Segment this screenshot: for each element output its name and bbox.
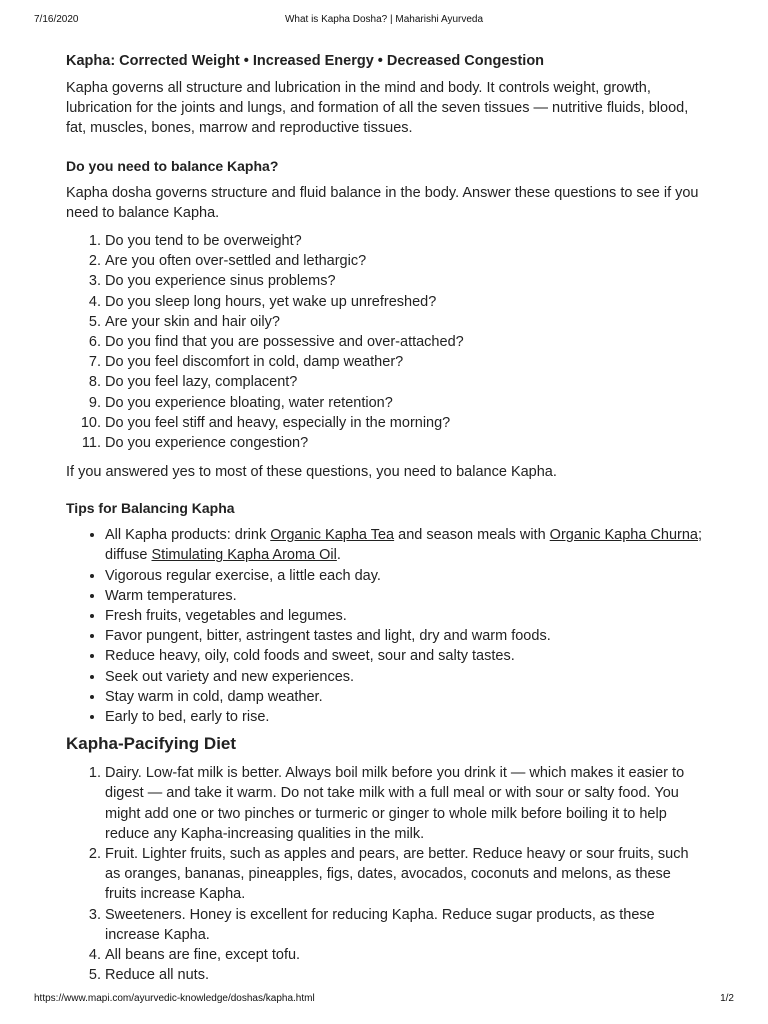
tip-text: ; diffuse [105,527,703,564]
question-item: 9. Do you experience bloating, water retention? [105,393,706,413]
diet-item: 2. Fruit. Lighter fruits, such as apples and pears, are better. Reduce heavy or sour fruits, such as oranges, bananas, pineapples, figs, dates, avocados, coconuts and melons, as these fruits increase Kapha. [105,844,706,905]
intro-paragraph: Kapha governs all structure and lubrication in the mind and body. It controls weight, growth, lubrication for the joints and lungs, and formation of all the seven tissues — nutritive fluids, blood, fat, muscles, bones, marrow and reproductive tissues. [66,80,689,136]
intro-heading: Kapha: Corrected Weight • Increased Energy • Decreased Congestion [66,53,545,69]
questions-list [66,231,706,453]
question-item: 7. Do you feel discomfort in cold, damp weather? [105,352,706,372]
balance-heading: Do you need to balance Kapha? [66,158,279,174]
tip-item: • Warm temperatures. [105,586,706,606]
tip-item: • Seek out variety and new experiences. [105,667,706,687]
print-header [34,14,734,28]
question-item: 2. Are you often over-settled and lethargic? [105,251,706,271]
print-page-title: What is Kapha Dosha? | Maharishi Ayurveda [284,14,484,25]
balance-paragraph: Kapha dosha governs structure and fluid balance in the body. Answer these questions to see if you need to balance Kapha. [66,185,699,221]
question-item: 6. Do you find that you are possessive and over-attached? [105,332,706,352]
tip-item: • Vigorous regular exercise, a little each day. [105,566,706,586]
tip-item: • Early to bed, early to rise. [105,707,706,727]
organic-kapha-tea-link[interactable]: Organic Kapha Tea [270,527,395,544]
question-item: 3. Do you experience sinus problems? [105,271,706,291]
question-item: 4. Do you sleep long hours, yet wake up unrefreshed? [105,292,706,312]
tip-text: . [336,547,341,564]
tips-list [66,525,706,727]
diet-item: 4. All beans are fine, except tofu. [105,945,706,965]
tip-text: All Kapha products: drink [105,527,271,544]
question-item: 11. Do you experience congestion? [105,433,706,453]
tip-item: • Stay warm in cold, damp weather. [105,687,706,707]
tip-item-products [105,525,706,565]
tip-item: • Favor pungent, bitter, astringent tastes and light, dry and warm foods. [105,626,706,646]
diet-list [66,763,706,985]
tip-item: • Fresh fruits, vegetables and legumes. [105,606,706,626]
article-content [66,50,706,986]
kapha-aroma-oil-link[interactable]: Stimulating Kapha Aroma Oil [151,547,337,564]
page-number: 1/2 [720,993,734,1004]
tips-heading: Tips for Balancing Kapha [66,500,235,517]
diet-item: 3. Sweeteners. Honey is excellent for reducing Kapha. Reduce sugar products, as these increase Kapha. [105,905,706,945]
organic-kapha-churna-link[interactable]: Organic Kapha Churna [549,527,698,544]
diet-item: 1. Dairy. Low-fat milk is better. Always boil milk before you drink it — which makes it easier to digest — and take it warm. Do not take milk with a full meal or with sour or salty food. You might add one or two pinches or turmeric or ginger to whole milk before boiling it to help reduce any Kapha-increasing qualities in the milk. [105,763,706,844]
print-date: 7/16/2020 [34,14,79,25]
print-url: https://www.mapi.com/ayurvedic-knowledge/doshas/kapha.html [34,993,315,1004]
diet-item: 5. Reduce all nuts. [105,965,706,985]
question-item: 5. Are your skin and hair oily? [105,312,706,332]
print-footer [34,993,734,1007]
question-item: 1. Do you tend to be overweight? [105,231,706,251]
question-item: 10. Do you feel stiff and heavy, especially in the morning? [105,413,706,433]
tip-text: and season meals with [394,527,550,544]
diet-heading: Kapha-Pacifying Diet [66,734,237,754]
tip-item: • Reduce heavy, oily, cold foods and sweet, sour and salty tastes. [105,646,706,666]
question-item: 8. Do you feel lazy, complacent? [105,372,706,392]
conclusion-paragraph: If you answered yes to most of these questions, you need to balance Kapha. [66,464,557,481]
